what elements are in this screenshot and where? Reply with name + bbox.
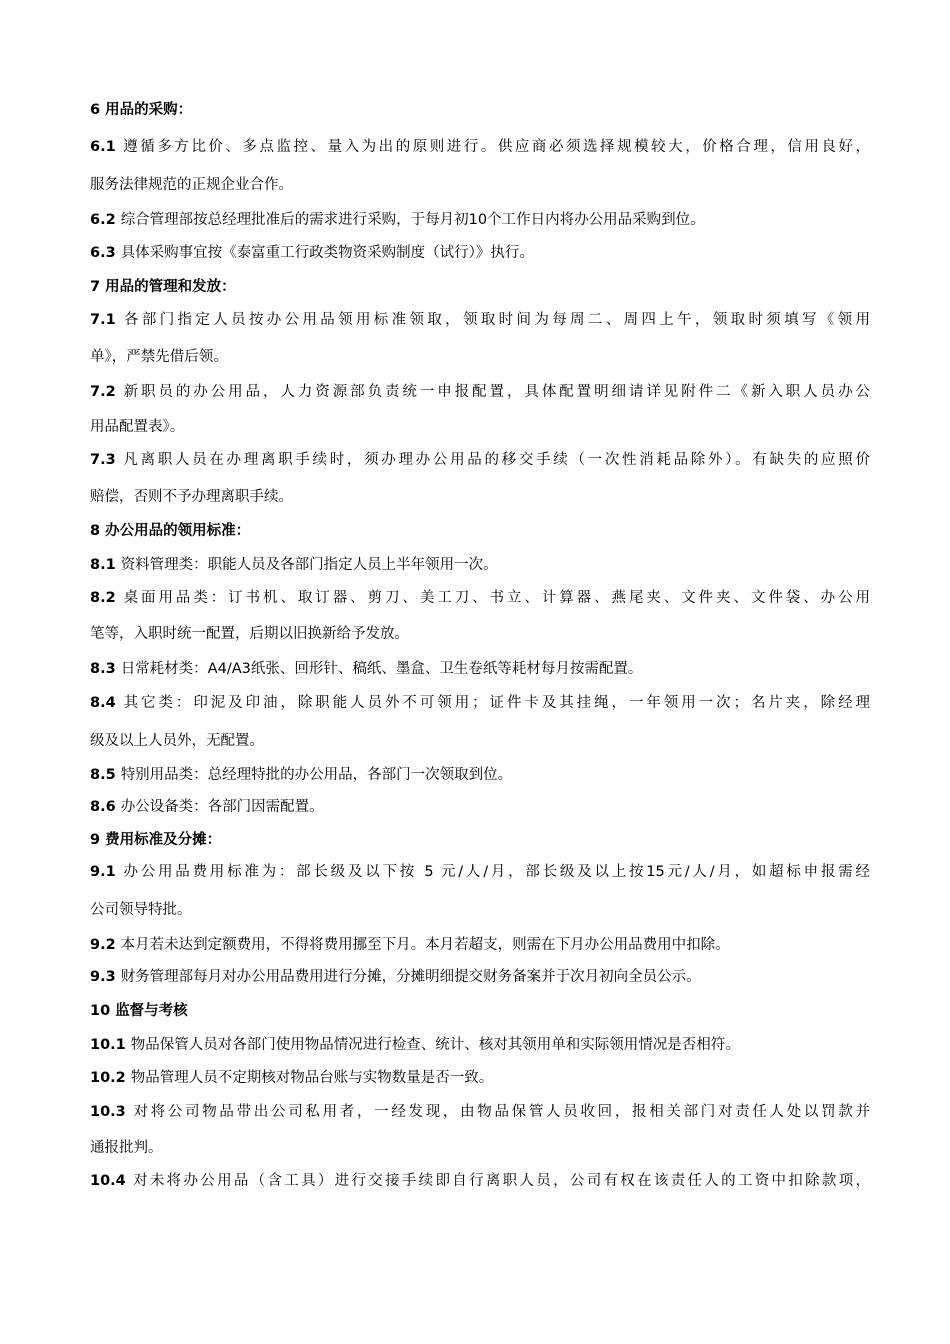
clause-line	[90, 1100, 870, 1121]
clause-line	[90, 586, 870, 607]
clause-text: 赔偿，否则不予办理离职手续。	[90, 489, 293, 505]
clause-text: 综合管理部按总经理批准后的需求进行采购，于每月初10个工作日内将办公用品采购到位。	[120, 212, 705, 228]
clause-number: 7	[90, 279, 101, 295]
clause-text: 本月若未达到定额费用，不得将费用挪至下月。本月若超支，则需在下月办公用品费用中扣除。	[120, 937, 730, 953]
clause-number: 10.3	[90, 1104, 126, 1120]
clause-number: 9	[90, 832, 101, 848]
clause-text: 对未将办公用品（含工具）进行交接手续即自行离职人员，公司有权在该责任人的工资中扣除款项，	[130, 1173, 870, 1189]
clause-continuation	[90, 898, 870, 919]
clause-continuation	[90, 622, 870, 643]
section-title: 费用标准及分摊：	[105, 832, 222, 848]
clause-continuation	[90, 729, 870, 750]
clause-line	[90, 208, 870, 229]
section-title: 用品的采购：	[105, 102, 193, 118]
clause-continuation	[90, 415, 870, 436]
section-title: 用品的管理和发放：	[105, 279, 236, 295]
clause-line	[90, 795, 870, 816]
clause-text: 通报批判。	[90, 1140, 163, 1156]
clause-number: 10.4	[90, 1173, 126, 1189]
clause-text: 用品配置表》。	[90, 419, 185, 435]
clause-text: 日常耗材类：A4/A3纸张、回形针、稿纸、墨盒、卫生卷纸等耗材每月按需配置。	[120, 661, 643, 677]
clause-number: 8.5	[90, 767, 116, 783]
clause-line	[90, 933, 870, 954]
clause-text: 公司领导特批。	[90, 902, 192, 918]
section-title: 监督与考核	[115, 1003, 188, 1019]
clause-number: 8.1	[90, 557, 116, 573]
clause-text: 办公设备类：各部门因需配置。	[120, 799, 324, 815]
clause-continuation	[90, 173, 870, 194]
clause-text: 遵循多方比价、多点监控、量入为出的原则进行。供应商必须选择规模较大，价格合理，信用良好，	[120, 139, 870, 155]
section-heading	[90, 98, 870, 119]
clause-number: 10.1	[90, 1037, 126, 1053]
clause-text: 资料管理类：职能人员及各部门指定人员上半年领用一次。	[120, 557, 498, 573]
clause-number: 8.2	[90, 590, 116, 606]
clause-line	[90, 691, 870, 712]
clause-text: 物品管理人员不定期核对物品台账与实物数量是否一致。	[130, 1070, 494, 1086]
clause-line	[90, 1066, 870, 1087]
clause-text: 财务管理部每月对办公用品费用进行分摊，分摊明细提交财务备案并于次月初向全员公示。	[120, 969, 701, 985]
clause-number: 8.3	[90, 661, 116, 677]
clause-continuation	[90, 345, 870, 366]
section-heading	[90, 275, 870, 296]
clause-number: 10.2	[90, 1070, 126, 1086]
clause-line	[90, 1033, 870, 1054]
section-heading	[90, 999, 870, 1020]
clause-line	[90, 135, 870, 156]
clause-number: 6	[90, 102, 101, 118]
clause-continuation	[90, 1136, 870, 1157]
clause-text: 级及以上人员外，无配置。	[90, 733, 264, 749]
clause-number: 6.2	[90, 212, 116, 228]
section-heading	[90, 519, 870, 540]
clause-number: 8.6	[90, 799, 116, 815]
clause-continuation	[90, 485, 870, 506]
clause-text: 单》，严禁先借后领。	[90, 349, 228, 365]
clause-number: 9.1	[90, 864, 116, 880]
clause-line	[90, 380, 870, 401]
clause-text: 具体采购事宜按《泰富重工行政类物资采购制度（试行）》执行。	[120, 245, 534, 261]
clause-number: 10	[90, 1003, 111, 1019]
clause-number: 7.2	[90, 384, 116, 400]
clause-line	[90, 308, 870, 329]
clause-number: 6.3	[90, 245, 116, 261]
clause-line	[90, 860, 870, 881]
clause-text: 新职员的办公用品，人力资源部负责统一申报配置，具体配置明细请详见附件二《新入职人员办公	[120, 384, 870, 400]
clause-number: 9.2	[90, 937, 116, 953]
clause-line	[90, 553, 870, 574]
clause-line	[90, 1169, 870, 1190]
clause-line	[90, 657, 870, 678]
clause-text: 其它类：印泥及印油，除职能人员外不可领用；证件卡及其挂绳，一年领用一次；名片夹，除经理	[120, 695, 870, 711]
clause-text: 办公用品费用标准为：部长级及以下按 5 元/人/月，部长级及以上按15元/人/月，如超标申报需经	[120, 864, 870, 880]
clause-number: 6.1	[90, 139, 116, 155]
clause-number: 7.1	[90, 312, 116, 328]
clause-number: 8.4	[90, 695, 116, 711]
clause-text: 各部门指定人员按办公用品领用标准领取，领取时间为每周二、周四上午，领取时须填写《领用	[120, 312, 870, 328]
clause-number: 9.3	[90, 969, 116, 985]
clause-text: 特别用品类：总经理特批的办公用品，各部门一次领取到位。	[120, 767, 513, 783]
clause-text: 笔等，入职时统一配置，后期以旧换新给予发放。	[90, 626, 409, 642]
clause-text: 物品保管人员对各部门使用物品情况进行检查、统计、核对其领用单和实际领用情况是否相符。	[130, 1037, 740, 1053]
clause-text: 桌面用品类：订书机、取订器、剪刀、美工刀、书立、计算器、燕尾夹、文件夹、文件袋、办公用	[120, 590, 870, 606]
section-heading	[90, 828, 870, 849]
clause-line	[90, 241, 870, 262]
clause-number: 8	[90, 523, 101, 539]
section-title: 办公用品的领用标准：	[105, 523, 251, 539]
clause-number: 7.3	[90, 452, 116, 468]
clause-line	[90, 448, 870, 469]
clause-text: 对将公司物品带出公司私用者，一经发现，由物品保管人员收回，报相关部门对责任人处以罚款并	[130, 1104, 870, 1120]
clause-line	[90, 965, 870, 986]
clause-text: 服务法律规范的正规企业合作。	[90, 177, 293, 193]
clause-line	[90, 763, 870, 784]
clause-text: 凡离职人员在办理离职手续时，须办理办公用品的移交手续（一次性消耗品除外）。有缺失的应照价	[120, 452, 870, 468]
